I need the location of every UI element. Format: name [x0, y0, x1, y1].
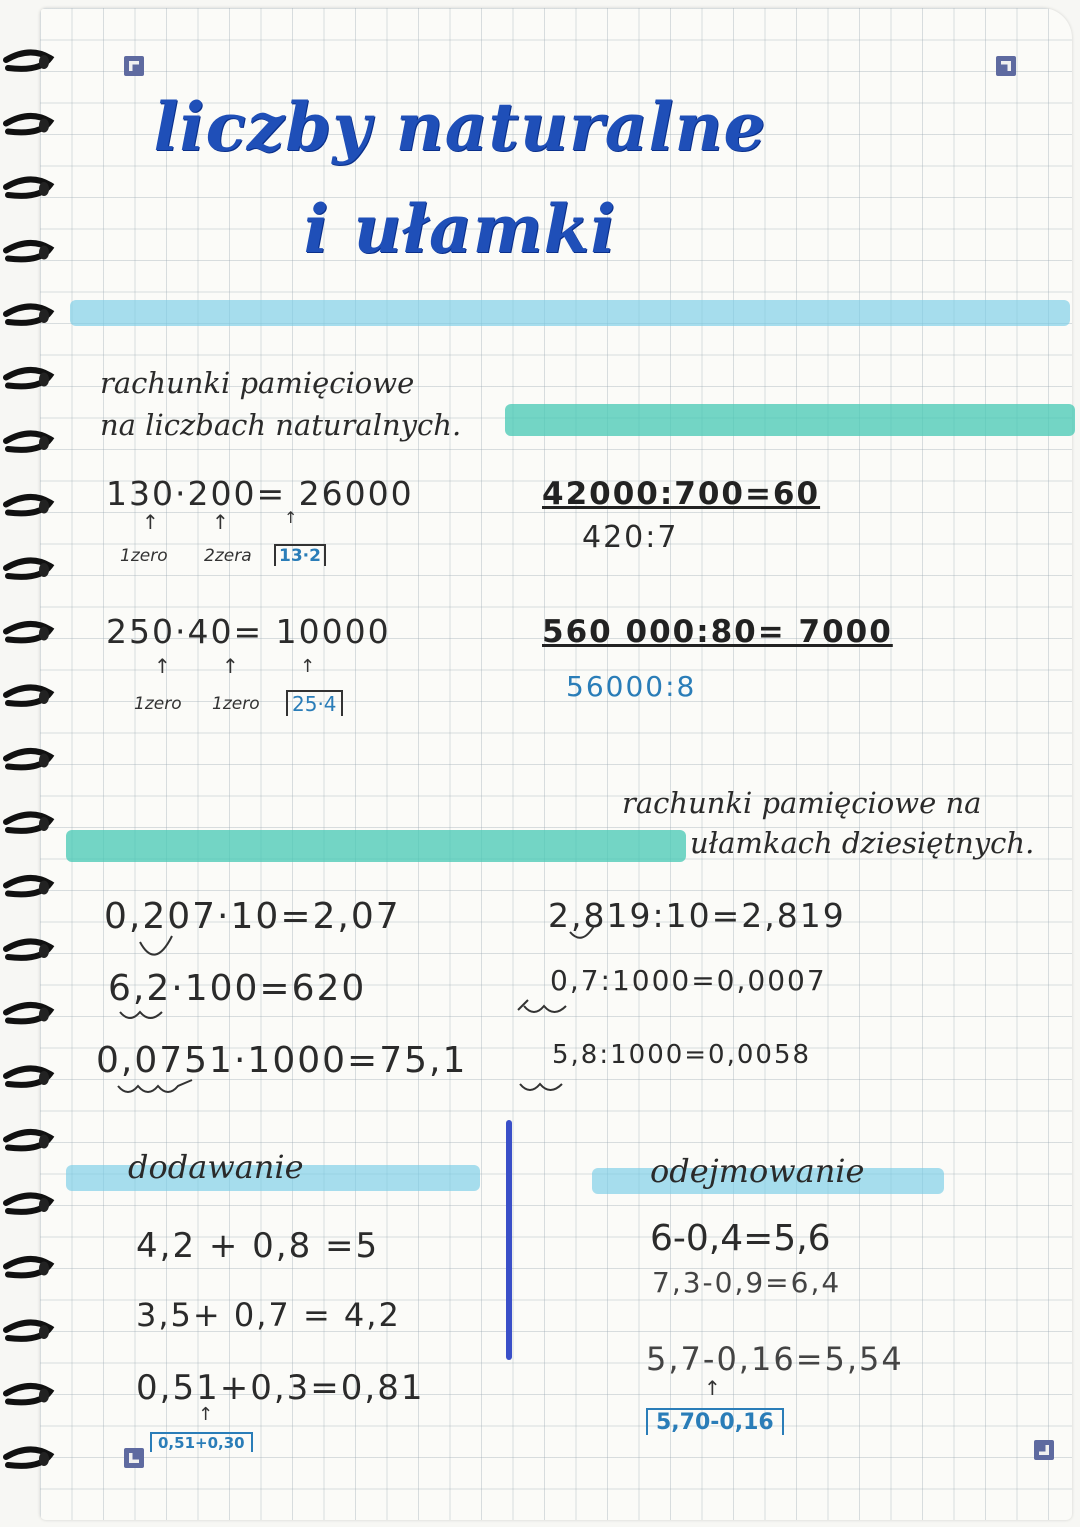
note-1zero: 1zero — [120, 546, 168, 566]
equation-42000div700: 42000:700=60 — [542, 476, 821, 512]
section2-heading-line2: ułamkach dziesiętnych. — [690, 826, 1035, 860]
note-1zero: 1zero — [134, 694, 182, 714]
arrow-up-icon: ↑ — [300, 656, 316, 677]
spiral-hole — [39, 309, 49, 323]
equation-decimal-left-3: 0,0751·1000=75,1 — [96, 1040, 468, 1081]
arrow-up-icon: ↑ — [212, 510, 229, 534]
spiral-hole — [39, 690, 49, 704]
spiral-hole — [39, 1262, 49, 1276]
spiral-hole — [39, 55, 49, 69]
note-2zera: 2zera — [204, 546, 252, 566]
section1-heading-line2: na liczbach naturalnych. — [100, 408, 462, 442]
equation-560000div80: 560 000:80= 7000 — [542, 614, 893, 650]
equation-decimal-right-1: 2,819:10=2,819 — [548, 896, 846, 935]
box-13x2: 13·2 — [274, 544, 326, 566]
box-25x4: 25·4 — [286, 690, 343, 716]
arrow-up-icon: ↑ — [154, 654, 171, 678]
corner-mark-icon — [124, 1448, 144, 1468]
decimal-shift-arrows — [510, 920, 600, 1100]
spiral-hole — [39, 1452, 49, 1466]
dodawanie-item-2: 3,5+ 0,7 = 4,2 — [136, 1296, 401, 1334]
spiral-hole — [39, 627, 49, 641]
spiral-hole — [39, 1071, 49, 1085]
spiral-hole — [39, 1135, 49, 1149]
dodawanie-label: dodawanie — [128, 1148, 304, 1186]
arrow-up-icon: ↑ — [198, 1404, 214, 1425]
arrow-up-icon: ↑ — [222, 654, 239, 678]
spiral-hole — [39, 881, 49, 895]
spiral-hole — [39, 1198, 49, 1212]
vertical-divider — [506, 1120, 512, 1360]
odejmowanie-item-1: 6-0,4=5,6 — [650, 1218, 831, 1259]
equation-130x200: 130·200= 26000 — [106, 474, 414, 513]
spiral-hole — [39, 436, 49, 450]
spiral-hole — [39, 754, 49, 768]
equation-decimal-right-2: 0,7:1000=0,0007 — [550, 964, 827, 997]
spiral-hole — [39, 500, 49, 514]
arrow-up-icon: ↑ — [704, 1376, 721, 1400]
odejmowanie-item-2: 7,3-0,9=6,4 — [652, 1266, 842, 1299]
section1-highlight — [505, 404, 1075, 436]
equation-56000div8: 56000:8 — [566, 670, 697, 703]
dodawanie-item-1: 4,2 + 0,8 =5 — [136, 1226, 380, 1266]
title-underline-highlight — [70, 300, 1070, 326]
corner-mark-icon — [996, 56, 1016, 76]
equation-decimal-left-1: 0,207·10=2,07 — [104, 896, 401, 937]
odejmowanie-label: odejmowanie — [650, 1152, 865, 1190]
page-title-line2: i ułamki — [303, 190, 617, 268]
corner-mark-icon — [1034, 1440, 1054, 1460]
note-1zero: 1zero — [212, 694, 260, 714]
equation-decimal-right-3: 5,8:1000=0,0058 — [552, 1040, 812, 1070]
equation-420div7: 420:7 — [582, 520, 679, 555]
odejmowanie-item-3: 5,7-0,16=5,54 — [646, 1340, 904, 1378]
spiral-hole — [39, 1325, 49, 1339]
spiral-hole — [39, 944, 49, 958]
dodawanie-item-3: 0,51+0,3=0,81 — [136, 1368, 425, 1408]
spiral-hole — [39, 1389, 49, 1403]
spiral-hole — [39, 817, 49, 831]
section2-highlight — [66, 830, 686, 862]
equation-decimal-left-2: 6,2·100=620 — [108, 968, 367, 1009]
page-title-line1: liczby naturalne — [153, 88, 767, 166]
odejmowanie-box: 5,70-0,16 — [646, 1408, 784, 1435]
equation-250x40: 250·40= 10000 — [106, 612, 391, 651]
section1-heading-line1: rachunki pamięciowe — [100, 366, 415, 400]
arrow-up-icon: ↑ — [142, 510, 159, 534]
arrow-up-icon: ↑ — [284, 508, 298, 527]
dodawanie-box: 0,51+0,30 — [150, 1432, 253, 1452]
corner-mark-icon — [124, 56, 144, 76]
decimal-shift-arrows — [100, 930, 220, 1110]
spiral-hole — [39, 1008, 49, 1022]
spiral-hole — [39, 373, 49, 387]
section2-heading-line1: rachunki pamięciowe na — [622, 786, 982, 820]
spiral-hole — [39, 563, 49, 577]
